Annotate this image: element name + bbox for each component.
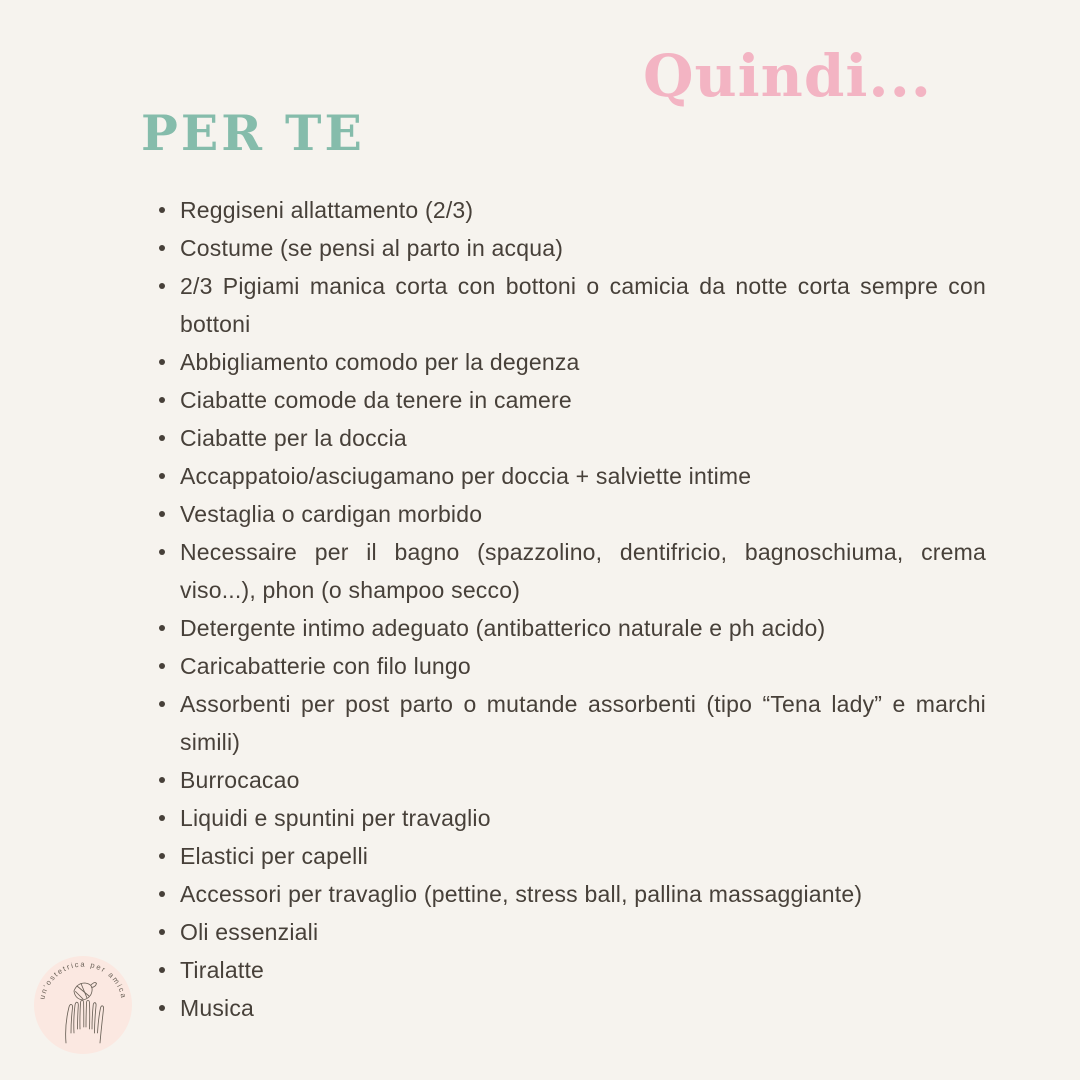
bullet-icon bbox=[159, 473, 165, 479]
list-item bbox=[158, 495, 986, 533]
bullet-icon bbox=[159, 1005, 165, 1011]
bullet-icon bbox=[159, 245, 165, 251]
bullet-icon bbox=[159, 549, 165, 555]
list-item-text: Musica bbox=[180, 995, 255, 1021]
bullet-icon bbox=[159, 663, 165, 669]
list-item bbox=[158, 799, 986, 837]
logo-circle bbox=[34, 956, 132, 1054]
list-item-text: Ciabatte per la doccia bbox=[180, 425, 407, 451]
bullet-icon bbox=[159, 853, 165, 859]
list-item bbox=[158, 191, 986, 229]
bullet-icon bbox=[159, 967, 165, 973]
list-item bbox=[158, 685, 986, 761]
list-item bbox=[158, 533, 986, 609]
list-item-text: Abbigliamento comodo per la degenza bbox=[180, 349, 580, 375]
bullet-icon bbox=[159, 929, 165, 935]
list-item-text: Accessori per travaglio (pettine, stress ball, pallina massaggiante) bbox=[180, 881, 863, 907]
list-item-text: Liquidi e spuntini per travaglio bbox=[180, 805, 491, 831]
list-item bbox=[158, 989, 986, 1027]
list-item bbox=[158, 343, 986, 381]
bullet-icon bbox=[159, 359, 165, 365]
list-item-text: Necessaire per il bagno (spazzolino, dentifricio, bagnoschiuma, crema viso...), phon (o shampoo secco) bbox=[180, 539, 986, 603]
script-title: Quindi... bbox=[642, 42, 932, 110]
list-item bbox=[158, 457, 986, 495]
bullet-icon bbox=[159, 283, 165, 289]
list-item-text: 2/3 Pigiami manica corta con bottoni o camicia da notte corta sempre con bottoni bbox=[180, 273, 986, 337]
list-item-text: Caricabatterie con filo lungo bbox=[180, 653, 471, 679]
list-item bbox=[158, 419, 986, 457]
list-item bbox=[158, 951, 986, 989]
list-item-text: Oli essenziali bbox=[180, 919, 319, 945]
bullet-icon bbox=[159, 625, 165, 631]
list-item-text: Ciabatte comode da tenere in camere bbox=[180, 387, 572, 413]
list-item bbox=[158, 837, 986, 875]
list-item-text: Vestaglia o cardigan morbido bbox=[180, 501, 483, 527]
brand-logo bbox=[33, 955, 133, 1055]
list-item bbox=[158, 229, 986, 267]
bullet-icon bbox=[159, 397, 165, 403]
list-item-text: Reggiseni allattamento (2/3) bbox=[180, 197, 474, 223]
logo-arc-text: un'ostetrica per amica bbox=[37, 959, 129, 1001]
list-item-text: Accappatoio/asciugamano per doccia + salviette intime bbox=[180, 463, 752, 489]
list-item bbox=[158, 381, 986, 419]
list-item-text: Assorbenti per post parto o mutande assorbenti (tipo “Tena lady” e marchi simili) bbox=[180, 691, 986, 755]
list-item bbox=[158, 761, 986, 799]
list-item bbox=[158, 609, 986, 647]
page-title: PER TE bbox=[141, 104, 365, 162]
bullet-icon bbox=[159, 207, 165, 213]
list-item bbox=[158, 267, 986, 343]
list-item-text: Detergente intimo adeguato (antibatterico naturale e ph acido) bbox=[180, 615, 826, 641]
bullet-icon bbox=[159, 701, 165, 707]
list-item-text: Burrocacao bbox=[180, 767, 300, 793]
bullet-icon bbox=[159, 435, 165, 441]
list-item-text: Costume (se pensi al parto in acqua) bbox=[180, 235, 564, 261]
bullet-icon bbox=[159, 891, 165, 897]
bullet-icon bbox=[159, 511, 165, 517]
list-item bbox=[158, 913, 986, 951]
checklist bbox=[158, 191, 986, 1027]
list-item-text: Tiralatte bbox=[180, 957, 265, 983]
bullet-icon bbox=[159, 815, 165, 821]
list-item bbox=[158, 875, 986, 913]
list-item bbox=[158, 647, 986, 685]
bullet-icon bbox=[159, 777, 165, 783]
list-item-text: Elastici per capelli bbox=[180, 843, 369, 869]
